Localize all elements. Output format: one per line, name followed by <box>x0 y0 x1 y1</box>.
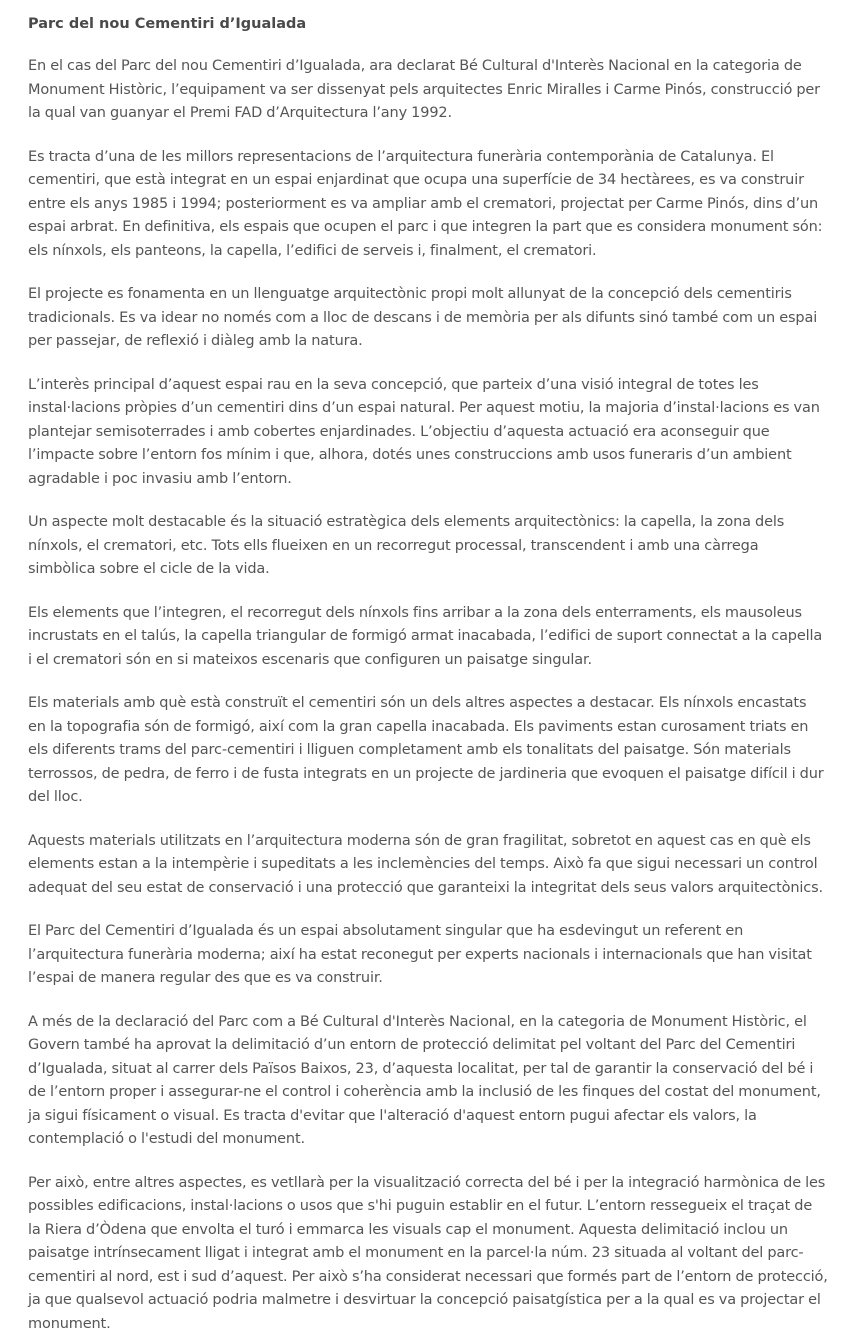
paragraph-1: En el cas del Parc del nou Cementiri d’Igualada, ara declarat Bé Cultural d'Interès Nacional en la categoria de Monument Històric, l’equipament va ser dissenyat pels arquitectes Enric Miralles i Carme Pinós, construcció per la qual van guanyar el Premi FAD d’Arquitectura l’any 1992. <box>28 55 828 126</box>
article <box>28 12 828 1336</box>
paragraph-8: Aquests materials utilitzats en l’arquitectura moderna són de gran fragilitat, sobretot en aquest cas en què els elements estan a la intempèrie i supeditats a les inclemències del temps. Això fa que sigui necessari un control adequat del seu estat de conservació i una protecció que garanteixi la integritat dels seus valors arquitectònics. <box>28 830 828 901</box>
paragraph-3: El projecte es fonamenta en un llenguatge arquitectònic propi molt allunyat de la concepció dels cementiris tradicionals. Es va idear no només com a lloc de descans i de memòria per als difunts sinó també com un espai per passejar, de reflexió i diàleg amb la natura. <box>28 283 828 354</box>
article-title: Parc del nou Cementiri d’Igualada <box>28 12 828 36</box>
paragraph-6: Els elements que l’integren, el recorregut dels nínxols fins arribar a la zona dels enterraments, els mausoleus incrustats en el talús, la capella triangular de formigó armat inacabada, l’edifici de suport connectat a la capella i el crematori són en si mateixos escenaris que configuren un paisatge singular. <box>28 602 828 673</box>
paragraph-11: Per això, entre altres aspectes, es vetllarà per la visualització correcta del bé i per la integració harmònica de les possibles edificacions, instal·lacions o usos que s'hi puguin establir en el futur. L’entorn ressegueix el traçat de la Riera d’Òdena que envolta el turó i emmarca les visuals cap el monument. Aquesta delimitació inclou un paisatge intrínsecament lligat i integrat amb el monument en la parcel·la núm. 23 situada al voltant del parc-cementiri al nord, est i sud d’aquest. Per això s’ha considerat necessari que formés part de l’entorn de protecció, ja que qualsevol actuació podria malmetre i desvirtuar la concepció paisatgística per a la qual es va projectar el monument. <box>28 1172 828 1336</box>
paragraph-7: Els materials amb què està construït el cementiri són un dels altres aspectes a destacar. Els nínxols encastats en la topografia són de formigó, així com la gran capella inacabada. Els paviments estan curosament triats en els diferents trams del parc-cementiri i lliguen completament amb els tonalitats del paisatge. Són materials terrossos, de pedra, de ferro i de fusta integrats en un projecte de jardineria que evoquen el paisatge difícil i dur del lloc. <box>28 692 828 810</box>
paragraph-10: A més de la declaració del Parc com a Bé Cultural d'Interès Nacional, en la categoria de Monument Històric, el Govern també ha aprovat la delimitació d’un entorn de protecció delimitat pel voltant del Parc del Cementiri d’Igualada, situat al carrer dels Països Baixos, 23, d’aquesta localitat, per tal de garantir la conservació del bé i de l’entorn proper i assegurar-ne el control i coherència amb la inclusió de les finques del costat del monument, ja sigui físicament o visual. Es tracta d'evitar que l'alteració d'aquest entorn pugui afectar els valors, la contemplació o l'estudi del monument. <box>28 1011 828 1152</box>
paragraph-9: El Parc del Cementiri d’Igualada és un espai absolutament singular que ha esdevingut un referent en l’arquitectura funerària moderna; així ha estat reconegut per experts nacionals i internacionals que han visitat l’espai de manera regular des que es va construir. <box>28 920 828 991</box>
paragraph-2: Es tracta d’una de les millors representacions de l’arquitectura funerària contemporània de Catalunya. El cementiri, que està integrat en un espai enjardinat que ocupa una superfície de 34 hectàrees, es va construir entre els anys 1985 i 1994; posteriorment es va ampliar amb el crematori, projectat per Carme Pinós, dins d’un espai arbrat. En definitiva, els espais que ocupen el parc i que integren la part que es considera monument són: els nínxols, els panteons, la capella, l’edifici de serveis i, finalment, el crematori. <box>28 146 828 264</box>
paragraph-4: L’interès principal d’aquest espai rau en la seva concepció, que parteix d’una visió integral de totes les instal·lacions pròpies d’un cementiri dins d’un espai natural. Per aquest motiu, la majoria d’instal·lacions es van plantejar semisoterrades i amb cobertes enjardinades. L’objectiu d’aquesta actuació era aconseguir que l’impacte sobre l’entorn fos mínim i que, alhora, dotés unes construccions amb usos funeraris d’un ambient agradable i poc invasiu amb l’entorn. <box>28 374 828 492</box>
paragraph-5: Un aspecte molt destacable és la situació estratègica dels elements arquitectònics: la capella, la zona dels nínxols, el crematori, etc. Tots ells flueixen en un recorregut processal, transcendent i amb una càrrega simbòlica sobre el cicle de la vida. <box>28 511 828 582</box>
